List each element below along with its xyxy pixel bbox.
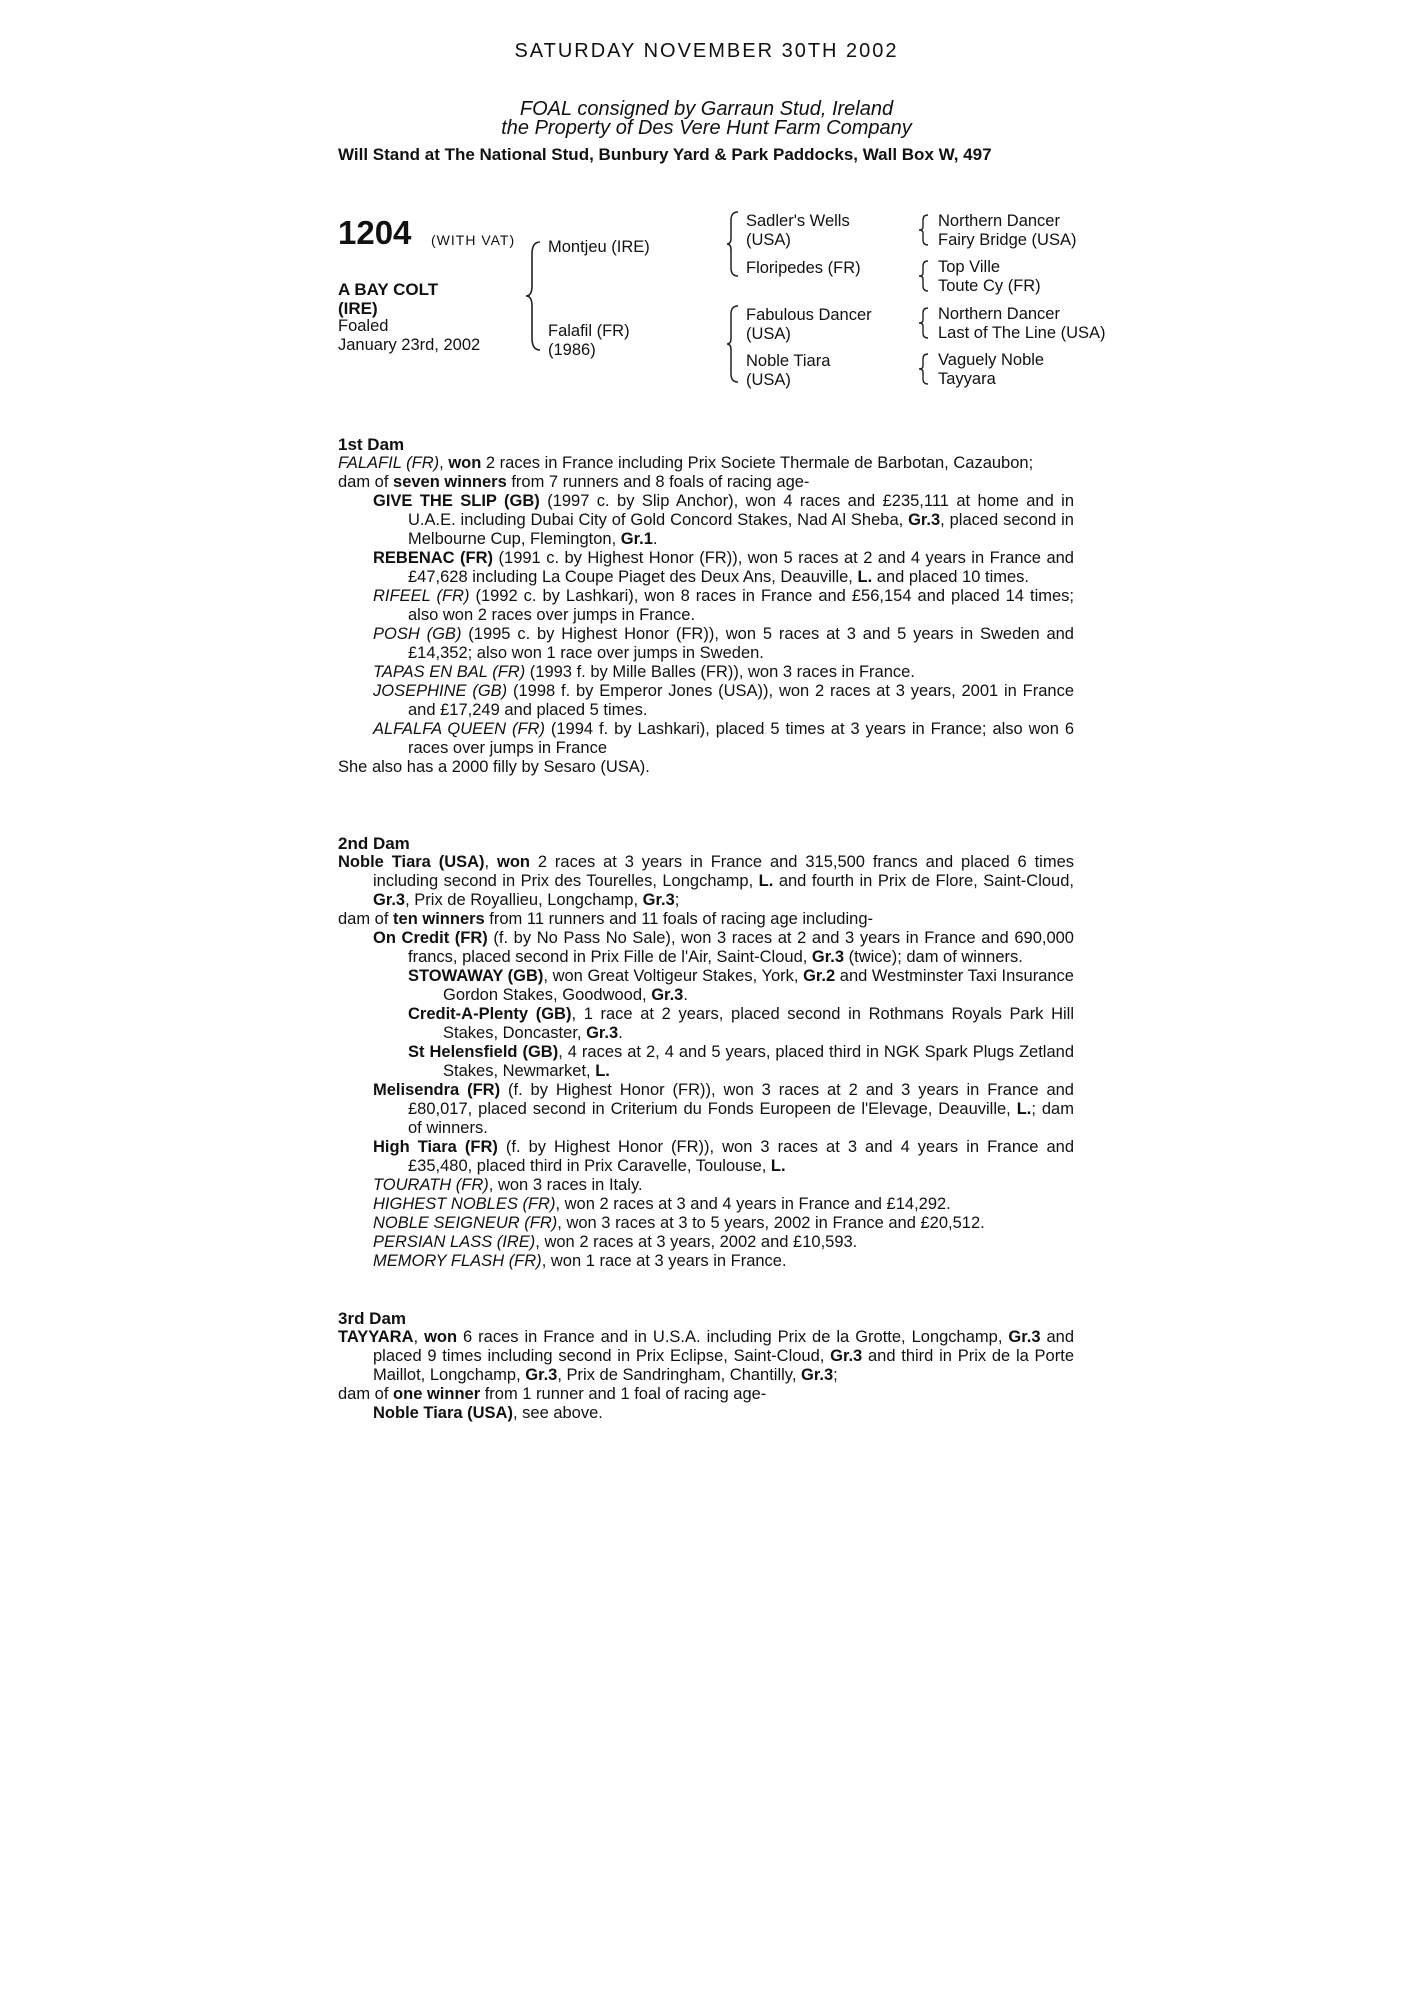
consignor-line: FOAL consigned by Garraun Stud, Ireland xyxy=(519,98,894,120)
pedigree-sire: Montjeu (IRE) xyxy=(548,238,650,256)
produce-entry: High Tiara (FR) (f. by Highest Honor (FR)), won 3 races at 3 and 4 years in France and £35,480, placed third in Prix Caravelle, Toulouse, L. xyxy=(373,1138,1074,1175)
produce-entry: POSH (GB) (1995 c. by Highest Honor (FR)), won 5 races at 3 and 5 years in Sweden and £14,352; also won 1 race over jumps in Sweden. xyxy=(373,625,1074,662)
section-heading: 1st Dam xyxy=(338,435,405,454)
produce-entry: TOURATH (FR), won 3 races in Italy. xyxy=(373,1176,643,1194)
pedigree-brace-sire xyxy=(726,210,740,278)
section-heading: 3rd Dam xyxy=(338,1309,407,1328)
produce-entry: REBENAC (FR) (1991 c. by Highest Honor (FR)), won 5 races at 2 and 4 years in France and £47,628 including La Coupe Piaget des Deux Ans, Deauville, L. and placed 10 times. xyxy=(373,549,1074,586)
pedigree-sire-sire: Sadler's Wells xyxy=(746,212,850,230)
dam-record: Noble Tiara (USA), won 2 races at 3 years in France and 315,500 francs and placed 6 times including second in Prix des Tourelles, Longchamp, L. and fourth in Prix de Flore, Saint-Cloud, Gr.3, Prix de Royallieu, Longchamp, Gr.3; xyxy=(338,853,1075,909)
pedigree-gen3-3: Top Ville xyxy=(938,258,1001,276)
pedigree-sire-dam: Floripedes (FR) xyxy=(746,259,861,277)
first-dam-section xyxy=(338,435,1074,777)
pedigree-dam-sire: Fabulous Dancer xyxy=(746,306,872,324)
produce-entry: JOSEPHINE (GB) (1998 f. by Emperor Jones (USA)), won 2 races at 3 years, 2001 in France and £17,249 and placed 5 times. xyxy=(373,682,1075,719)
produce-entry: MEMORY FLASH (FR), won 1 race at 3 years in France. xyxy=(373,1252,787,1270)
produce-entry: NOBLE SEIGNEUR (FR), won 3 races at 3 to 5 years, 2002 in France and £20,512. xyxy=(373,1214,985,1232)
pedigree-brace-gen3-4 xyxy=(918,352,930,386)
pedigree-brace-main xyxy=(524,240,546,352)
produce-sub-entry: STOWAWAY (GB), won Great Voltigeur Stakes, York, Gr.2 and Westminster Taxi Insurance Gordon Stakes, Goodwood, Gr.3. xyxy=(408,967,1074,1004)
produce-summary: dam of seven winners from 7 runners and 8 foals of racing age- xyxy=(338,473,810,491)
sale-date: SATURDAY NOVEMBER 30TH 2002 xyxy=(514,40,899,62)
stabling-line: Will Stand at The National Stud, Bunbury Yard & Park Paddocks, Wall Box W, 497 xyxy=(338,145,992,164)
produce-entry: Noble Tiara (USA), see above. xyxy=(373,1404,603,1422)
horse-description: A BAY COLT xyxy=(338,280,439,299)
pedigree-dam: Falafil (FR) xyxy=(548,322,630,340)
dam-record: FALAFIL (FR), won 2 races in France including Prix Societe Thermale de Barbotan, Cazaubon; xyxy=(338,454,1034,472)
produce-entry: PERSIAN LASS (IRE), won 2 races at 3 years, 2002 and £10,593. xyxy=(373,1233,858,1251)
property-line: the Property of Des Vere Hunt Farm Company xyxy=(501,117,912,139)
pedigree-dam-year: (1986) xyxy=(548,341,596,359)
pedigree-brace-gen3-3 xyxy=(918,306,930,340)
pedigree-brace-dam xyxy=(726,304,740,384)
produce-entry: ALFALFA QUEEN (FR) (1994 f. by Lashkari), placed 5 times at 3 years in France; also won 6 races over jumps in France xyxy=(373,720,1074,757)
horse-origin: (IRE) xyxy=(338,299,378,318)
second-dam-section xyxy=(338,834,1074,1271)
produce-entry: RIFEEL (FR) (1992 c. by Lashkari), won 8 races in France and £56,154 and placed 14 times; also won 2 races over jumps in France. xyxy=(373,587,1074,624)
pedigree-gen3-2: Fairy Bridge (USA) xyxy=(938,231,1077,249)
pedigree-gen3-1: Northern Dancer xyxy=(938,212,1060,230)
produce-summary: dam of ten winners from 11 runners and 11 foals of racing age including- xyxy=(338,910,874,928)
lot-number: 1204 xyxy=(338,214,412,251)
foaled-date: January 23rd, 2002 xyxy=(338,336,481,354)
pedigree-gen3-7: Vaguely Noble xyxy=(938,351,1045,369)
dam-record: TAYYARA, won 6 races in France and in U.S.A. including Prix de la Grotte, Longchamp, Gr.3 and placed 9 times including second in Prix Eclipse, Saint-Cloud, Gr.3 and third in Prix de la Porte Maillot, Longchamp, Gr.3, Prix de Sandringham, Chantilly, Gr.3; xyxy=(338,1328,1074,1384)
produce-sub-entry: Credit-A-Plenty (GB), 1 race at 2 years, placed second in Rothmans Royals Park Hill Stakes, Doncaster, Gr.3. xyxy=(408,1005,1074,1042)
produce-entry: TAPAS EN BAL (FR) (1993 f. by Mille Balles (FR)), won 3 races in France. xyxy=(373,663,915,681)
pedigree-brace-gen3-1 xyxy=(918,213,930,247)
produce-sub-entry: St Helensfield (GB), 4 races at 2, 4 and 5 years, placed third in NGK Spark Plugs Zetland Stakes, Newmarket, L. xyxy=(408,1043,1075,1080)
produce-entry: Melisendra (FR) (f. by Highest Honor (FR)), won 3 races at 2 and 3 years in France and £80,017, placed second in Criterium du Fonds Europeen de l'Elevage, Deauville, L.; dam of winners. xyxy=(373,1081,1074,1137)
pedigree-dam-dam-country: (USA) xyxy=(746,371,791,389)
third-dam-section xyxy=(338,1309,1074,1423)
vat-note: (WITH VAT) xyxy=(431,232,516,248)
pedigree-gen3-4: Toute Cy (FR) xyxy=(938,277,1041,295)
pedigree-gen3-5: Northern Dancer xyxy=(938,305,1060,323)
produce-entry: On Credit (FR) (f. by No Pass No Sale), won 3 races at 2 and 3 years in France and 690,000 francs, placed second in Prix Fille de l'Air, Saint-Cloud, Gr.3 (twice); dam of winners. xyxy=(373,929,1074,966)
pedigree-gen3-6: Last of The Line (USA) xyxy=(938,324,1106,342)
pedigree-dam-sire-country: (USA) xyxy=(746,325,791,343)
produce-entry: HIGHEST NOBLES (FR), won 2 races at 3 and 4 years in France and £14,292. xyxy=(373,1195,951,1213)
foaled-label: Foaled xyxy=(338,317,389,335)
pedigree-brace-gen3-2 xyxy=(918,259,930,293)
pedigree-gen3-8: Tayyara xyxy=(938,370,996,388)
produce-summary: dam of one winner from 1 runner and 1 foal of racing age- xyxy=(338,1385,767,1403)
produce-note: She also has a 2000 filly by Sesaro (USA). xyxy=(338,758,650,776)
pedigree-dam-dam: Noble Tiara xyxy=(746,352,831,370)
produce-entry: GIVE THE SLIP (GB) (1997 c. by Slip Anchor), won 4 races and £235,111 at home and in U.A.E. including Dubai City of Gold Concord Stakes, Nad Al Sheba, Gr.3, placed second in Melbourne Cup, Flemington, Gr.1. xyxy=(373,492,1075,548)
pedigree-sire-sire-country: (USA) xyxy=(746,231,791,249)
section-heading: 2nd Dam xyxy=(338,834,410,853)
